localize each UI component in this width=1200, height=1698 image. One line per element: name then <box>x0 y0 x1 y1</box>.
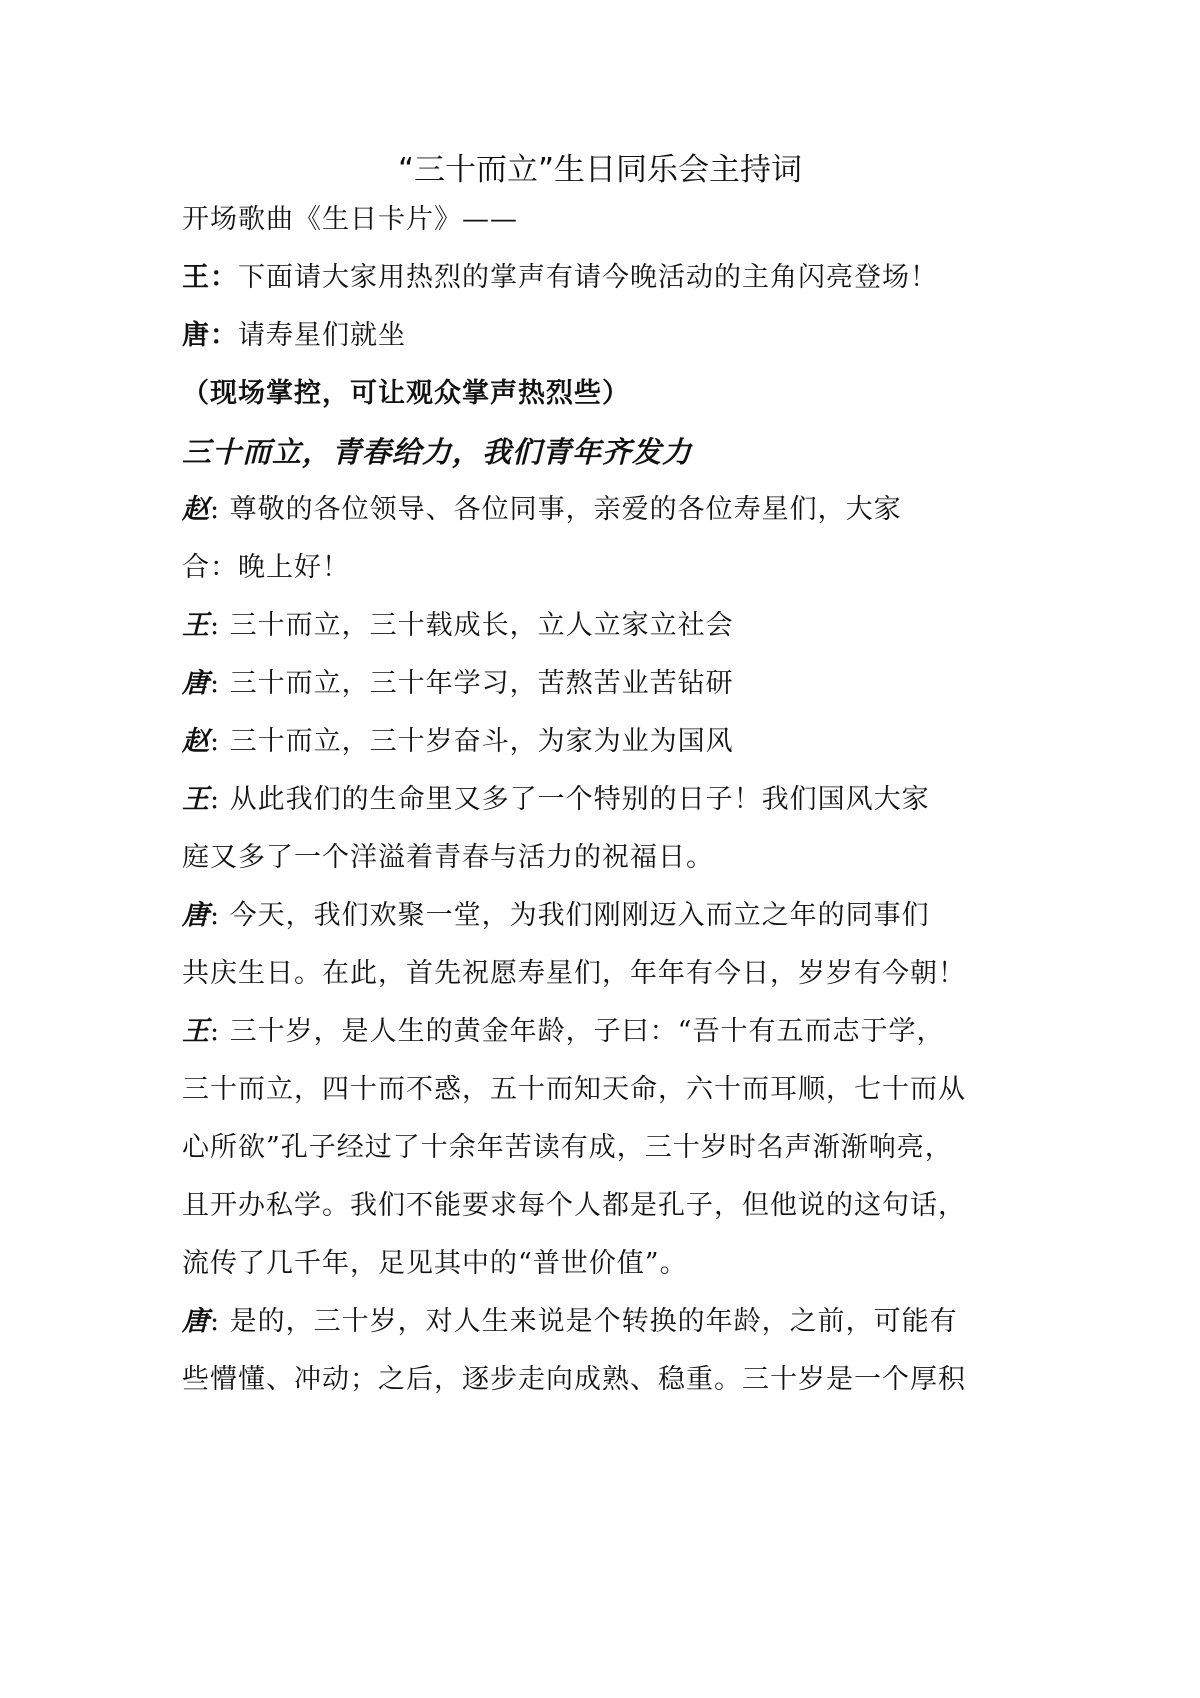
dialogue-line <box>182 896 930 936</box>
speaker-label: 赵 <box>182 494 210 525</box>
speaker-label: 赵 <box>182 726 210 757</box>
dialogue-text: : 三十岁，是人生的黄金年龄，子曰：“吾十有五而志于学， <box>210 1016 945 1047</box>
speaker-label: 王 <box>182 610 210 641</box>
dialogue-line <box>182 1302 958 1342</box>
dialogue-line <box>182 606 734 646</box>
dialogue-text: : 从此我们的生命里又多了一个特别的日子！我们国风大家 <box>210 784 930 815</box>
dialogue-text: 些懵懂、冲动；之后，逐步走向成熟、稳重。三十岁是一个厚积 <box>182 1364 966 1395</box>
dialogue-line <box>182 548 350 588</box>
dialogue-text: : 三十而立，三十岁奋斗，为家为业为国风 <box>210 726 734 757</box>
dialogue-text: : 是的，三十岁，对人生来说是个转换的年龄，之前，可能有 <box>210 1306 958 1337</box>
dialogue-text: 流传了几千年，足见其中的“普世价值”。 <box>182 1248 688 1279</box>
dialogue-text: 下面请大家用热烈的掌声有请今晚活动的主角闪亮登场！ <box>238 262 938 293</box>
dialogue-text: 三十而立，四十而不惑，五十而知天命，六十而耳顺，七十而从 <box>182 1074 966 1105</box>
speaker-label: 王 <box>182 784 210 815</box>
dialogue-text: : 今天，我们欢聚一堂，为我们刚刚迈入而立之年的同事们 <box>210 900 930 931</box>
dialogue-line <box>182 1128 953 1168</box>
dialogue-line <box>182 838 714 878</box>
dialogue-text: 合：晚上好！ <box>182 552 350 583</box>
dialogue-text: : 尊敬的各位领导、各位同事，亲爱的各位寿星们，大家 <box>210 494 902 525</box>
dialogue-text: 庭又多了一个洋溢着青春与活力的祝福日。 <box>182 842 714 873</box>
speaker-label: 王 <box>182 1016 210 1047</box>
dialogue-text: 心所欲”孔子经过了十余年苦读有成，三十岁时名声渐渐响亮， <box>182 1132 953 1163</box>
dialogue-line <box>182 722 734 762</box>
speaker-label: 唐： <box>182 320 238 351</box>
dialogue-text: 请寿星们就坐 <box>238 320 406 351</box>
dialogue-line <box>182 490 902 530</box>
dialogue-line <box>182 1012 944 1052</box>
dialogue-line <box>182 780 930 820</box>
dialogue-line <box>182 258 938 298</box>
speaker-label: 唐 <box>182 900 210 931</box>
stage-note: （现场掌控，可让观众掌声热烈些） <box>182 378 630 409</box>
section-heading: 三十而立，青春给力，我们青年齐发力 <box>182 435 693 469</box>
dialogue-line <box>182 1360 966 1400</box>
dialogue-line <box>182 1244 688 1284</box>
speaker-label: 唐 <box>182 1306 210 1337</box>
speaker-label: 王： <box>182 262 238 293</box>
document-title: “三十而立”生日同乐会主持词 <box>397 152 803 188</box>
dialogue-text: : 三十而立，三十载成长，立人立家立社会 <box>210 610 734 641</box>
dialogue-line <box>182 664 734 704</box>
dialogue-line <box>182 1070 966 1110</box>
speaker-label: 唐 <box>182 668 210 699</box>
dialogue-text: 共庆生日。在此，首先祝愿寿星们，年年有今日，岁岁有今朝！ <box>182 958 966 989</box>
dialogue-line <box>182 1186 966 1226</box>
opening-song-line: 开场歌曲《生日卡片》—— <box>182 204 518 235</box>
dialogue-line <box>182 954 966 994</box>
dialogue-text: 且开办私学。我们不能要求每个人都是孔子，但他说的这句话， <box>182 1190 966 1221</box>
dialogue-text: : 三十而立，三十年学习，苦熬苦业苦钻研 <box>210 668 734 699</box>
dialogue-line <box>182 316 406 356</box>
